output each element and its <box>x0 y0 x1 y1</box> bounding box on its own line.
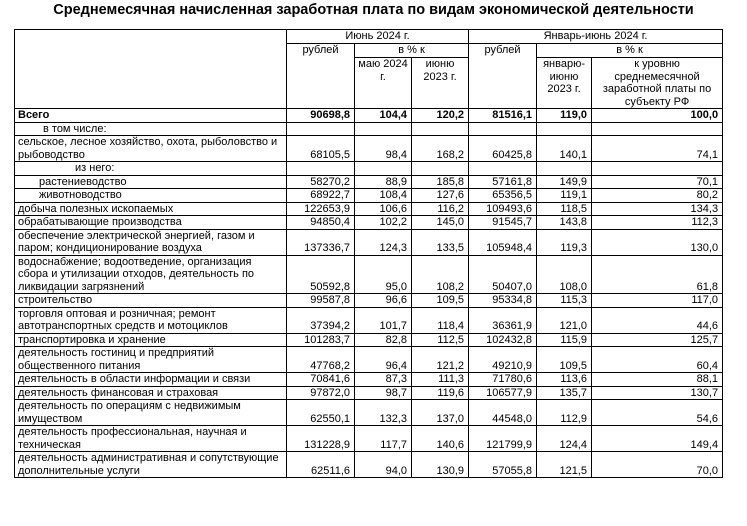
row-label: деятельность профессиональная, научная и техническая <box>15 426 287 452</box>
row-label: растениеводство <box>15 175 287 189</box>
cell-value: 74,1 <box>592 136 723 162</box>
cell-value: 119,3 <box>537 229 592 255</box>
row-label: животноводство <box>15 189 287 203</box>
cell-value: 127,6 <box>412 189 469 203</box>
cell-value: 60425,8 <box>469 136 537 162</box>
cell-value: 50592,8 <box>287 255 355 294</box>
table-row <box>15 202 723 216</box>
table-row <box>15 373 723 387</box>
row-label: торговля оптовая и розничная; ремонт автотранспортных средств и мотоциклов <box>15 307 287 333</box>
cell-value <box>355 162 412 176</box>
cell-value <box>469 122 537 136</box>
cell-value: 94850,4 <box>287 216 355 230</box>
salary-table <box>14 29 723 478</box>
cell-value: 94,0 <box>355 452 412 478</box>
cell-value: 125,7 <box>592 333 723 347</box>
cell-value: 97872,0 <box>287 386 355 400</box>
cell-value: 95334,8 <box>469 294 537 308</box>
header-may-2024: маю 2024 г. <box>355 58 412 109</box>
header-june-2023: июню 2023 г. <box>412 58 469 109</box>
cell-value: 109,5 <box>537 347 592 373</box>
row-label: деятельность финансовая и страховая <box>15 386 287 400</box>
cell-value: 106,6 <box>355 202 412 216</box>
table-row <box>15 452 723 478</box>
cell-value: 61,8 <box>592 255 723 294</box>
cell-value: 68922,7 <box>287 189 355 203</box>
cell-value: 62550,1 <box>287 400 355 426</box>
cell-value: 108,4 <box>355 189 412 203</box>
row-label: обеспечение электрической энергией, газом и паром; кондиционирование воздуха <box>15 229 287 255</box>
cell-value: 60,4 <box>592 347 723 373</box>
table-row <box>15 109 723 123</box>
cell-value: 44,6 <box>592 307 723 333</box>
cell-value: 120,2 <box>412 109 469 123</box>
cell-value <box>287 122 355 136</box>
cell-value: 130,9 <box>412 452 469 478</box>
row-label: водоснабжение; водоотведение, организация сбора и утилизации отходов, деятельность по ликвидации загрязнений <box>15 255 287 294</box>
header-empty <box>15 30 287 109</box>
cell-value: 121,0 <box>537 307 592 333</box>
cell-value: 70,1 <box>592 175 723 189</box>
header-pct-june: в % к <box>355 44 469 58</box>
cell-value: 90698,8 <box>287 109 355 123</box>
cell-value: 95,0 <box>355 255 412 294</box>
table-row <box>15 333 723 347</box>
cell-value: 140,1 <box>537 136 592 162</box>
cell-value: 116,2 <box>412 202 469 216</box>
row-label: транспортировка и хранение <box>15 333 287 347</box>
row-label: деятельность по операциям с недвижимым имуществом <box>15 400 287 426</box>
table-row <box>15 294 723 308</box>
header-june: Июнь 2024 г. <box>287 30 469 44</box>
cell-value: 62511,6 <box>287 452 355 478</box>
cell-value: 135,7 <box>537 386 592 400</box>
cell-value: 104,4 <box>355 109 412 123</box>
row-label: деятельность гостиниц и предприятий общественного питания <box>15 347 287 373</box>
cell-value: 121,2 <box>412 347 469 373</box>
cell-value: 57055,8 <box>469 452 537 478</box>
cell-value: 132,3 <box>355 400 412 426</box>
table-row <box>15 347 723 373</box>
cell-value: 70,0 <box>592 452 723 478</box>
cell-value: 115,3 <box>537 294 592 308</box>
cell-value: 112,9 <box>537 400 592 426</box>
cell-value: 105948,4 <box>469 229 537 255</box>
cell-value: 36361,9 <box>469 307 537 333</box>
cell-value <box>592 122 723 136</box>
cell-value: 71780,6 <box>469 373 537 387</box>
cell-value: 119,0 <box>537 109 592 123</box>
cell-value: 99587,8 <box>287 294 355 308</box>
table-row <box>15 122 723 136</box>
cell-value: 82,8 <box>355 333 412 347</box>
cell-value: 70841,6 <box>287 373 355 387</box>
cell-value: 130,0 <box>592 229 723 255</box>
cell-value: 130,7 <box>592 386 723 400</box>
table-row <box>15 162 723 176</box>
cell-value: 118,4 <box>412 307 469 333</box>
header-jan-june: Январь-июнь 2024 г. <box>469 30 723 44</box>
cell-value: 47768,2 <box>287 347 355 373</box>
cell-value: 149,9 <box>537 175 592 189</box>
cell-value: 65356,5 <box>469 189 537 203</box>
cell-value: 124,3 <box>355 229 412 255</box>
cell-value: 109493,6 <box>469 202 537 216</box>
cell-value: 117,7 <box>355 426 412 452</box>
table-row <box>15 400 723 426</box>
cell-value: 109,5 <box>412 294 469 308</box>
row-label: сельское, лесное хозяйство, охота, рыболовство и рыбоводство <box>15 136 287 162</box>
cell-value: 106577,9 <box>469 386 537 400</box>
table-row <box>15 307 723 333</box>
cell-value: 185,8 <box>412 175 469 189</box>
header-avg-region: к уровню среднемесячной заработной платы по субъекту РФ <box>592 58 723 109</box>
cell-value: 118,5 <box>537 202 592 216</box>
cell-value: 111,3 <box>412 373 469 387</box>
cell-value: 88,1 <box>592 373 723 387</box>
cell-value: 137,0 <box>412 400 469 426</box>
cell-value: 96,4 <box>355 347 412 373</box>
cell-value: 68105,5 <box>287 136 355 162</box>
table-row <box>15 255 723 294</box>
cell-value: 50407,0 <box>469 255 537 294</box>
row-label: деятельность в области информации и связи <box>15 373 287 387</box>
header-rub-june: рублей <box>287 44 355 109</box>
cell-value <box>355 122 412 136</box>
cell-value: 98,7 <box>355 386 412 400</box>
cell-value: 143,8 <box>537 216 592 230</box>
table-row <box>15 386 723 400</box>
cell-value: 108,0 <box>537 255 592 294</box>
cell-value: 102432,8 <box>469 333 537 347</box>
cell-value <box>287 162 355 176</box>
cell-value: 108,2 <box>412 255 469 294</box>
table-row <box>15 426 723 452</box>
cell-value: 37394,2 <box>287 307 355 333</box>
cell-value: 131228,9 <box>287 426 355 452</box>
cell-value: 117,0 <box>592 294 723 308</box>
header-pct-jan-june: в % к <box>537 44 723 58</box>
cell-value: 112,3 <box>592 216 723 230</box>
cell-value: 145,0 <box>412 216 469 230</box>
row-label: строительство <box>15 294 287 308</box>
cell-value <box>469 162 537 176</box>
table-row <box>15 216 723 230</box>
cell-value: 49210,9 <box>469 347 537 373</box>
cell-value <box>592 162 723 176</box>
cell-value: 91545,7 <box>469 216 537 230</box>
cell-value: 121,5 <box>537 452 592 478</box>
cell-value: 140,6 <box>412 426 469 452</box>
cell-value: 54,6 <box>592 400 723 426</box>
row-label: добыча полезных ископаемых <box>15 202 287 216</box>
cell-value: 58270,2 <box>287 175 355 189</box>
row-label: деятельность административная и сопутствующие дополнительные услуги <box>15 452 287 478</box>
cell-value: 133,5 <box>412 229 469 255</box>
cell-value: 101283,7 <box>287 333 355 347</box>
cell-value: 119,6 <box>412 386 469 400</box>
cell-value: 44548,0 <box>469 400 537 426</box>
cell-value: 88,9 <box>355 175 412 189</box>
cell-value: 137336,7 <box>287 229 355 255</box>
cell-value: 115,9 <box>537 333 592 347</box>
page-title: Среднемесячная начисленная заработная плата по видам экономической деятельности <box>53 2 694 18</box>
table-row <box>15 229 723 255</box>
cell-value: 100,0 <box>592 109 723 123</box>
cell-value <box>412 122 469 136</box>
cell-value: 124,4 <box>537 426 592 452</box>
cell-value: 168,2 <box>412 136 469 162</box>
cell-value <box>537 122 592 136</box>
table-row <box>15 189 723 203</box>
row-label: Всего <box>15 109 287 123</box>
cell-value: 134,3 <box>592 202 723 216</box>
cell-value: 81516,1 <box>469 109 537 123</box>
cell-value: 113,6 <box>537 373 592 387</box>
table-row <box>15 136 723 162</box>
cell-value: 80,2 <box>592 189 723 203</box>
table-row <box>15 175 723 189</box>
cell-value: 121799,9 <box>469 426 537 452</box>
cell-value <box>412 162 469 176</box>
cell-value: 87,3 <box>355 373 412 387</box>
cell-value: 57161,8 <box>469 175 537 189</box>
header-jan-june-2023: январю-июню 2023 г. <box>537 58 592 109</box>
cell-value: 101,7 <box>355 307 412 333</box>
row-label: обрабатывающие производства <box>15 216 287 230</box>
cell-value: 119,1 <box>537 189 592 203</box>
row-label: из него: <box>15 162 287 176</box>
row-label: в том числе: <box>15 122 287 136</box>
cell-value <box>537 162 592 176</box>
cell-value: 98,4 <box>355 136 412 162</box>
cell-value: 122653,9 <box>287 202 355 216</box>
header-rub-jan-june: рублей <box>469 44 537 109</box>
cell-value: 102,2 <box>355 216 412 230</box>
cell-value: 149,4 <box>592 426 723 452</box>
cell-value: 96,6 <box>355 294 412 308</box>
cell-value: 112,5 <box>412 333 469 347</box>
